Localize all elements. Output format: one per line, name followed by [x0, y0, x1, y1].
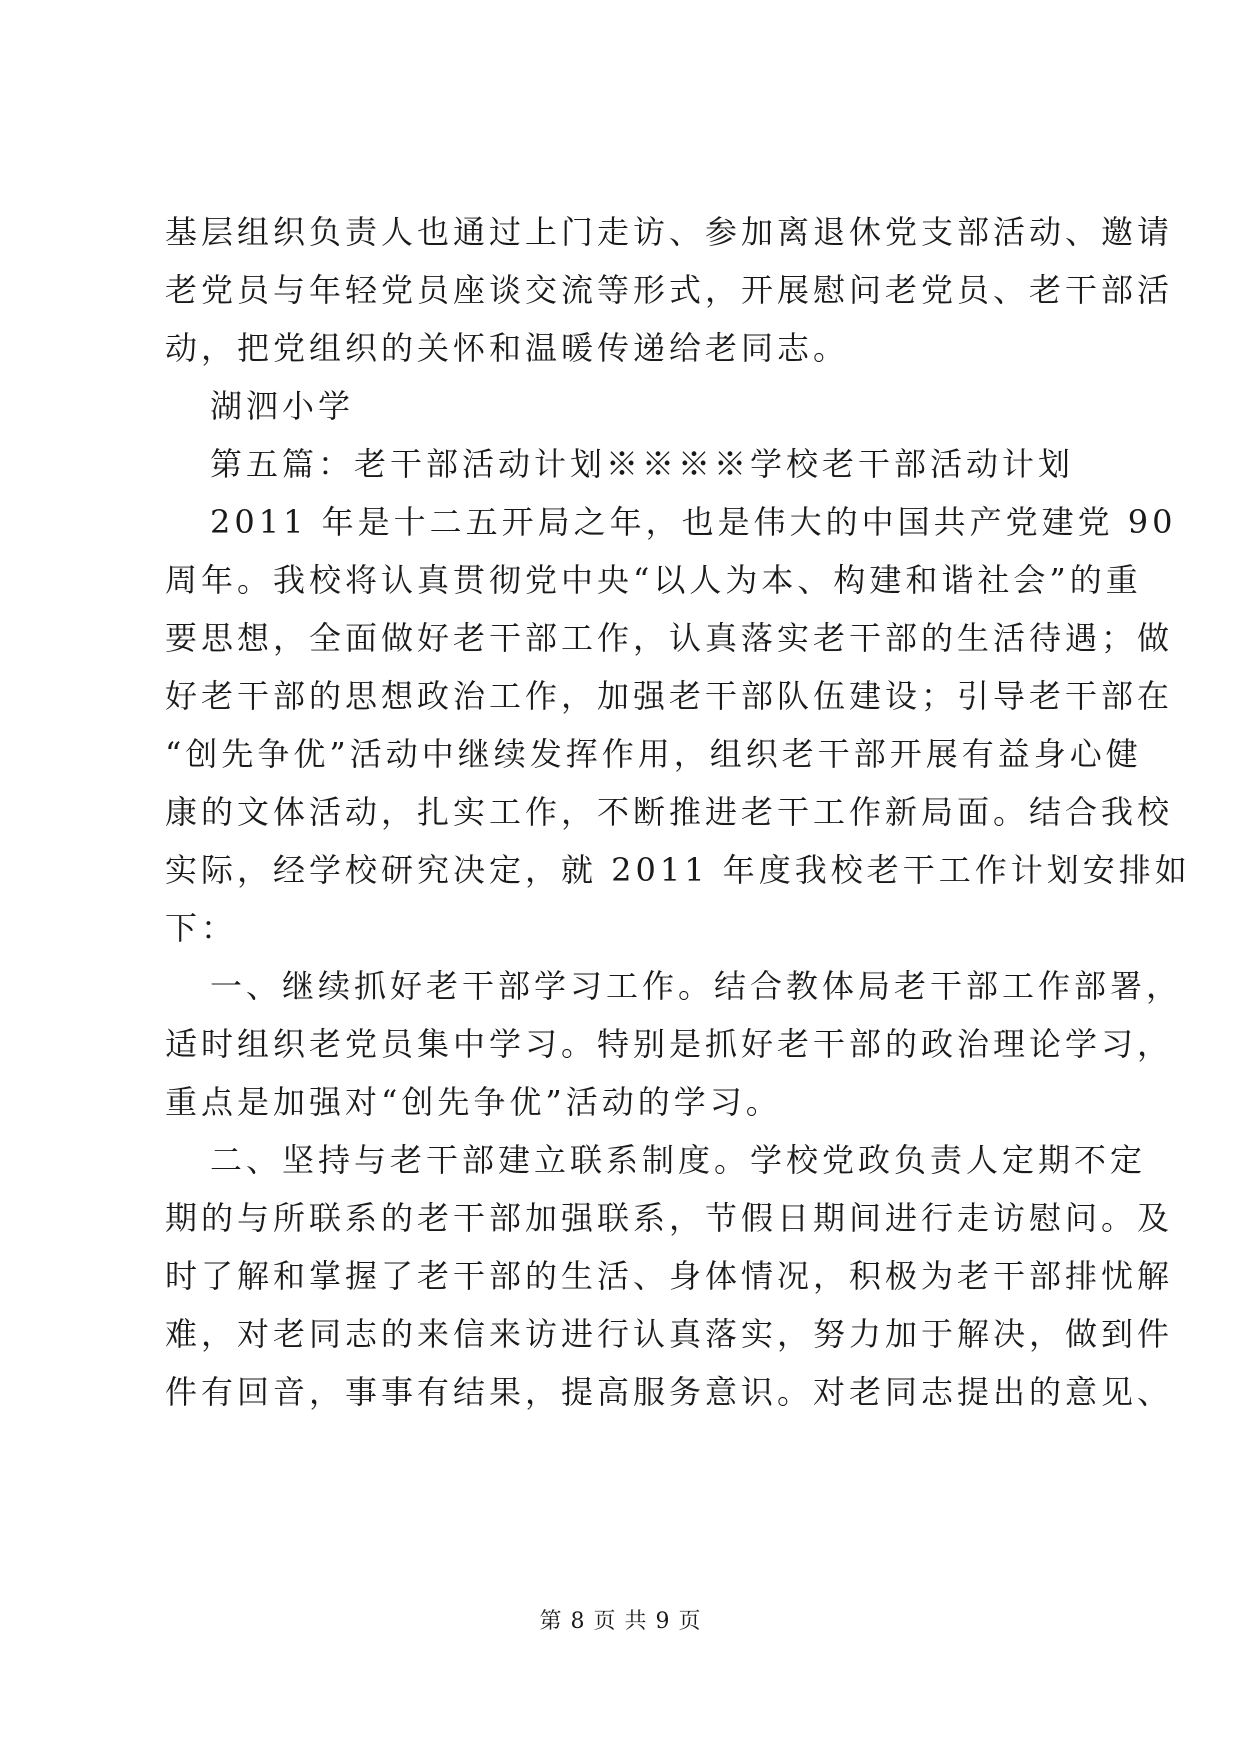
body-line: 要思想，全面做好老干部工作，认真落实老干部的生活待遇；做 [165, 619, 1174, 657]
body-line: 实际，经学校研究决定，就 2011 年度我校老干工作计划安排如 [165, 851, 1191, 889]
section-heading: 第五篇：老干部活动计划※※※※学校老干部活动计划 [210, 445, 1075, 483]
body-line: 康的文体活动，扎实工作，不断推进老干工作新局面。结合我校 [165, 793, 1174, 831]
body-line: 动，把党组织的关怀和温暖传递给老同志。 [165, 329, 850, 367]
page-footer: 第 8 页 共 9 页 [539, 1609, 702, 1634]
body-line: 老党员与年轻党员座谈交流等形式，开展慰问老党员、老干部活 [165, 271, 1174, 309]
body-line: 好老干部的思想政治工作，加强老干部队伍建设；引导老干部在 [165, 677, 1174, 715]
body-line: 下： [165, 909, 238, 947]
body-line: 二、坚持与老干部建立联系制度。学校党政负责人定期不定 [210, 1141, 1147, 1179]
body-line: 重点是加强对“创先争优”活动的学习。 [165, 1083, 782, 1121]
body-line: 周年。我校将认真贯彻党中央“以人为本、构建和谐社会”的重 [165, 561, 1142, 599]
body-line: 时了解和掌握了老干部的生活、身体情况，积极为老干部排忧解 [165, 1257, 1174, 1295]
body-line: 件有回音，事事有结果，提高服务意识。对老同志提出的意见、 [165, 1373, 1174, 1411]
body-line: 难，对老同志的来信来访进行认真落实，努力加于解决，做到件 [165, 1315, 1174, 1353]
body-line: 2011 年是十二五开局之年，也是伟大的中国共产党建党 90 [210, 503, 1177, 541]
body-line: 期的与所联系的老干部加强联系，节假日期间进行走访慰问。及 [165, 1199, 1174, 1237]
body-line: 基层组织负责人也通过上门走访、参加离退休党支部活动、邀请 [165, 213, 1174, 251]
body-line: 一、继续抓好老干部学习工作。结合教体局老干部工作部署， [210, 967, 1183, 1005]
body-line: “创先争优”活动中继续发挥作用，组织老干部开展有益身心健 [165, 735, 1142, 773]
body-line: 适时组织老党员集中学习。特别是抓好老干部的政治理论学习， [165, 1025, 1174, 1063]
school-name: 湖泗小学 [210, 387, 355, 425]
